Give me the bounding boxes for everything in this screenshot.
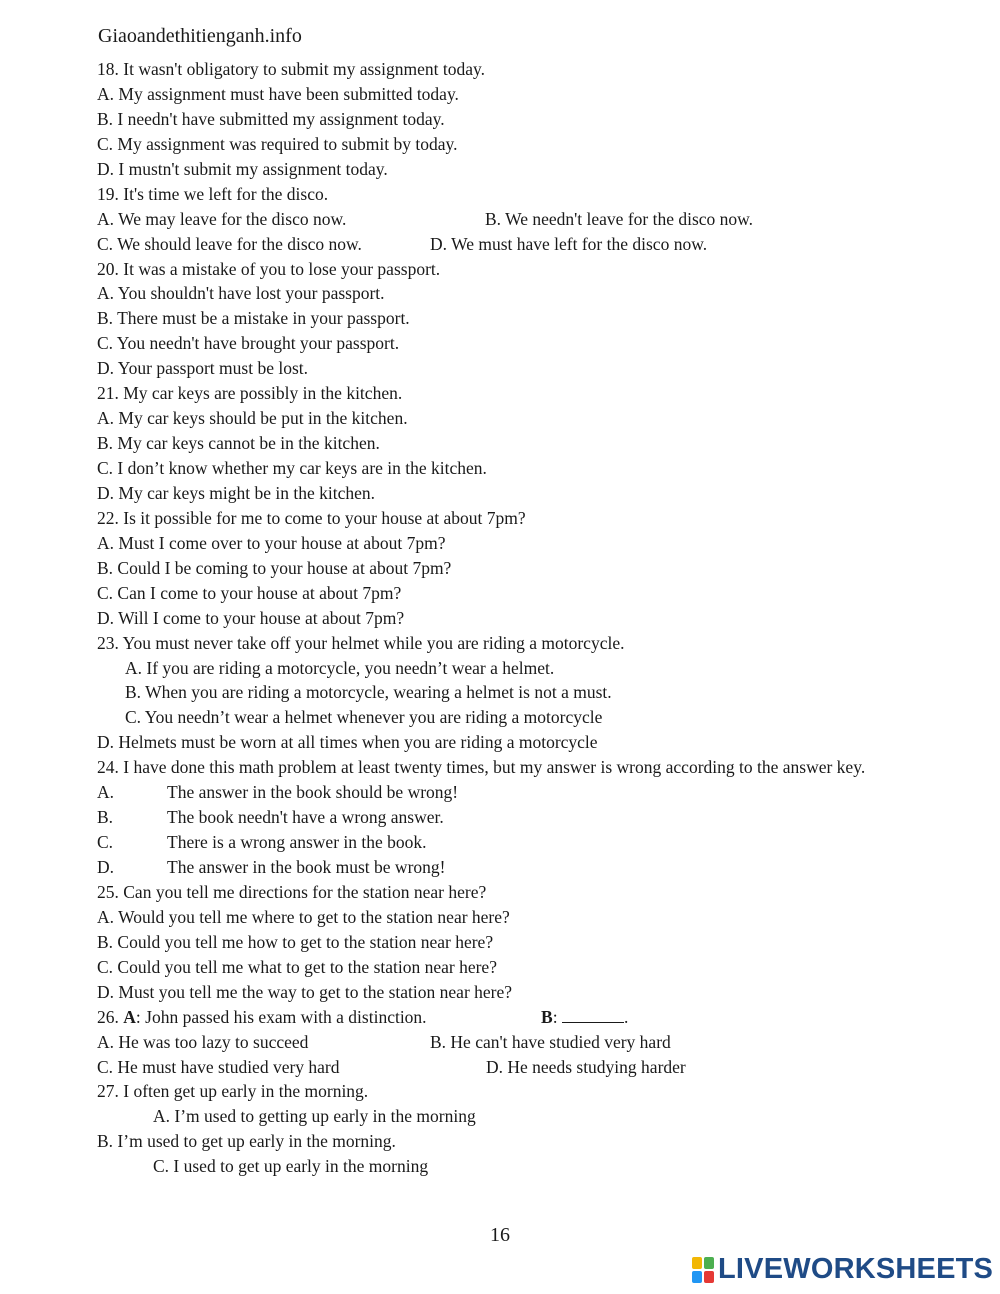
question-20-stem: 20. It was a mistake of you to lose your passport. xyxy=(97,258,441,279)
q18-option-d[interactable]: D. I mustn't submit my assignment today. xyxy=(97,158,388,179)
q24-option-d[interactable] xyxy=(97,855,907,880)
site-header: Giaoandethitienganh.info xyxy=(98,25,302,47)
q25-option-a[interactable]: A. Would you tell me where to get to the station near here? xyxy=(97,906,510,927)
q21-option-d[interactable]: D. My car keys might be in the kitchen. xyxy=(97,482,375,503)
q21-option-a[interactable]: A. My car keys should be put in the kitchen. xyxy=(97,408,408,429)
logo-square-br xyxy=(704,1271,714,1283)
q23-option-a[interactable]: A. If you are riding a motorcycle, you needn’t wear a helmet. xyxy=(125,657,555,678)
question-18-stem: 18. It wasn't obligatory to submit my assignment today. xyxy=(97,59,485,79)
q26-option-a[interactable]: A. He was too lazy to succeed xyxy=(97,1031,309,1052)
liveworksheets-logo[interactable] xyxy=(692,1253,993,1286)
liveworksheets-logo-text: LIVEWORKSHEETS xyxy=(718,1253,994,1285)
q26-row-ab xyxy=(97,1030,907,1055)
q26-number: 26. xyxy=(97,1006,119,1027)
question-26-stem xyxy=(97,1005,907,1030)
liveworksheets-logo-icon xyxy=(692,1257,714,1283)
q20-option-b[interactable]: B. There must be a mistake in your passport. xyxy=(97,308,410,329)
q19-option-d[interactable]: D. We must have left for the disco now. xyxy=(430,233,708,254)
question-24-stem: 24. I have done this math problem at least twenty times, but my answer is wrong according to the answer key. xyxy=(97,757,866,778)
q26-speaker-a: A xyxy=(123,1006,136,1027)
q18-option-a[interactable]: A. My assignment must have been submitted today. xyxy=(97,83,459,104)
logo-square-tr xyxy=(704,1257,714,1269)
q19-row-ab xyxy=(97,207,907,232)
q25-option-c[interactable]: C. Could you tell me what to get to the station near here? xyxy=(97,956,497,977)
q21-option-b[interactable]: B. My car keys cannot be in the kitchen. xyxy=(97,433,380,454)
q19-option-a[interactable]: A. We may leave for the disco now. xyxy=(97,208,347,229)
question-25-stem: 25. Can you tell me directions for the station near here? xyxy=(97,881,487,902)
q25-option-d[interactable]: D. Must you tell me the way to get to the station near here? xyxy=(97,981,513,1002)
q19-option-c[interactable]: C. We should leave for the disco now. xyxy=(97,233,362,254)
q27-option-b[interactable]: B. I’m used to get up early in the morning. xyxy=(97,1131,396,1152)
q26-option-d[interactable]: D. He needs studying harder xyxy=(486,1056,686,1077)
q18-option-c[interactable]: C. My assignment was required to submit by today. xyxy=(97,133,458,154)
q26-option-b[interactable]: B. He can't have studied very hard xyxy=(430,1031,671,1052)
q20-option-d[interactable]: D. Your passport must be lost. xyxy=(97,358,308,379)
q21-option-c[interactable]: C. I don’t know whether my car keys are in the kitchen. xyxy=(97,458,487,478)
q23-option-c[interactable]: C. You needn’t wear a helmet whenever you are riding a motorcycle xyxy=(125,707,603,728)
q19-row-cd xyxy=(97,232,907,257)
q26-row-cd xyxy=(97,1055,907,1080)
q27-option-c[interactable]: C. I used to get up early in the morning xyxy=(153,1156,429,1177)
q24-option-d-text: The answer in the book must be wrong! xyxy=(167,857,446,878)
q22-option-c[interactable]: C. Can I come to your house at about 7pm? xyxy=(97,582,402,603)
q26-speaker-b: B xyxy=(541,1006,553,1027)
q26-option-c[interactable]: C. He must have studied very hard xyxy=(97,1056,340,1077)
question-23-stem: 23. You must never take off your helmet while you are riding a motorcycle. xyxy=(97,632,625,653)
question-22-stem: 22. Is it possible for me to come to your house at about 7pm? xyxy=(97,507,526,528)
question-21-stem: 21. My car keys are possibly in the kitchen. xyxy=(97,383,403,404)
worksheet-content xyxy=(97,57,907,1179)
q26-line-a: : John passed his exam with a distinction. xyxy=(135,1006,427,1027)
q24-option-c[interactable] xyxy=(97,830,907,855)
logo-square-bl xyxy=(692,1271,702,1283)
q22-option-a[interactable]: A. Must I come over to your house at about 7pm? xyxy=(97,532,446,553)
q24-option-b-letter: B. xyxy=(97,807,114,828)
q27-option-a[interactable]: A. I’m used to getting up early in the morning xyxy=(153,1106,476,1127)
q19-option-b[interactable]: B. We needn't leave for the disco now. xyxy=(485,208,754,229)
q24-option-a-letter: A. xyxy=(97,782,115,803)
q24-option-b[interactable] xyxy=(97,805,907,830)
q20-option-c[interactable]: C. You needn't have brought your passport. xyxy=(97,333,400,354)
q26-answer-blank[interactable] xyxy=(562,1008,624,1023)
q23-option-b[interactable]: B. When you are riding a motorcycle, wearing a helmet is not a must. xyxy=(125,682,612,703)
q22-option-b[interactable]: B. Could I be coming to your house at about 7pm? xyxy=(97,557,452,578)
q26-b-turn xyxy=(541,1005,628,1030)
q24-option-a-text: The answer in the book should be wrong! xyxy=(167,782,459,803)
q25-option-b[interactable]: B. Could you tell me how to get to the station near here? xyxy=(97,931,494,952)
page-number: 16 xyxy=(490,1224,510,1246)
q24-option-d-letter: D. xyxy=(97,857,115,878)
q24-option-a[interactable] xyxy=(97,780,907,805)
q23-option-d[interactable]: D. Helmets must be worn at all times when you are riding a motorcycle xyxy=(97,732,598,753)
question-27-stem: 27. I often get up early in the morning. xyxy=(97,1081,369,1102)
q24-option-b-text: The book needn't have a wrong answer. xyxy=(167,807,444,828)
q18-option-b[interactable]: B. I needn't have submitted my assignment today. xyxy=(97,108,445,129)
question-19-stem: 19. It's time we left for the disco. xyxy=(97,183,329,204)
q24-option-c-text: There is a wrong answer in the book. xyxy=(167,832,427,853)
q26-line-b: : xyxy=(552,1006,558,1027)
logo-square-tl xyxy=(692,1257,702,1269)
q26-end: . xyxy=(623,1006,629,1027)
q20-option-a[interactable]: A. You shouldn't have lost your passport. xyxy=(97,283,385,304)
q24-option-c-letter: C. xyxy=(97,832,114,853)
q22-option-d[interactable]: D. Will I come to your house at about 7pm? xyxy=(97,607,405,628)
